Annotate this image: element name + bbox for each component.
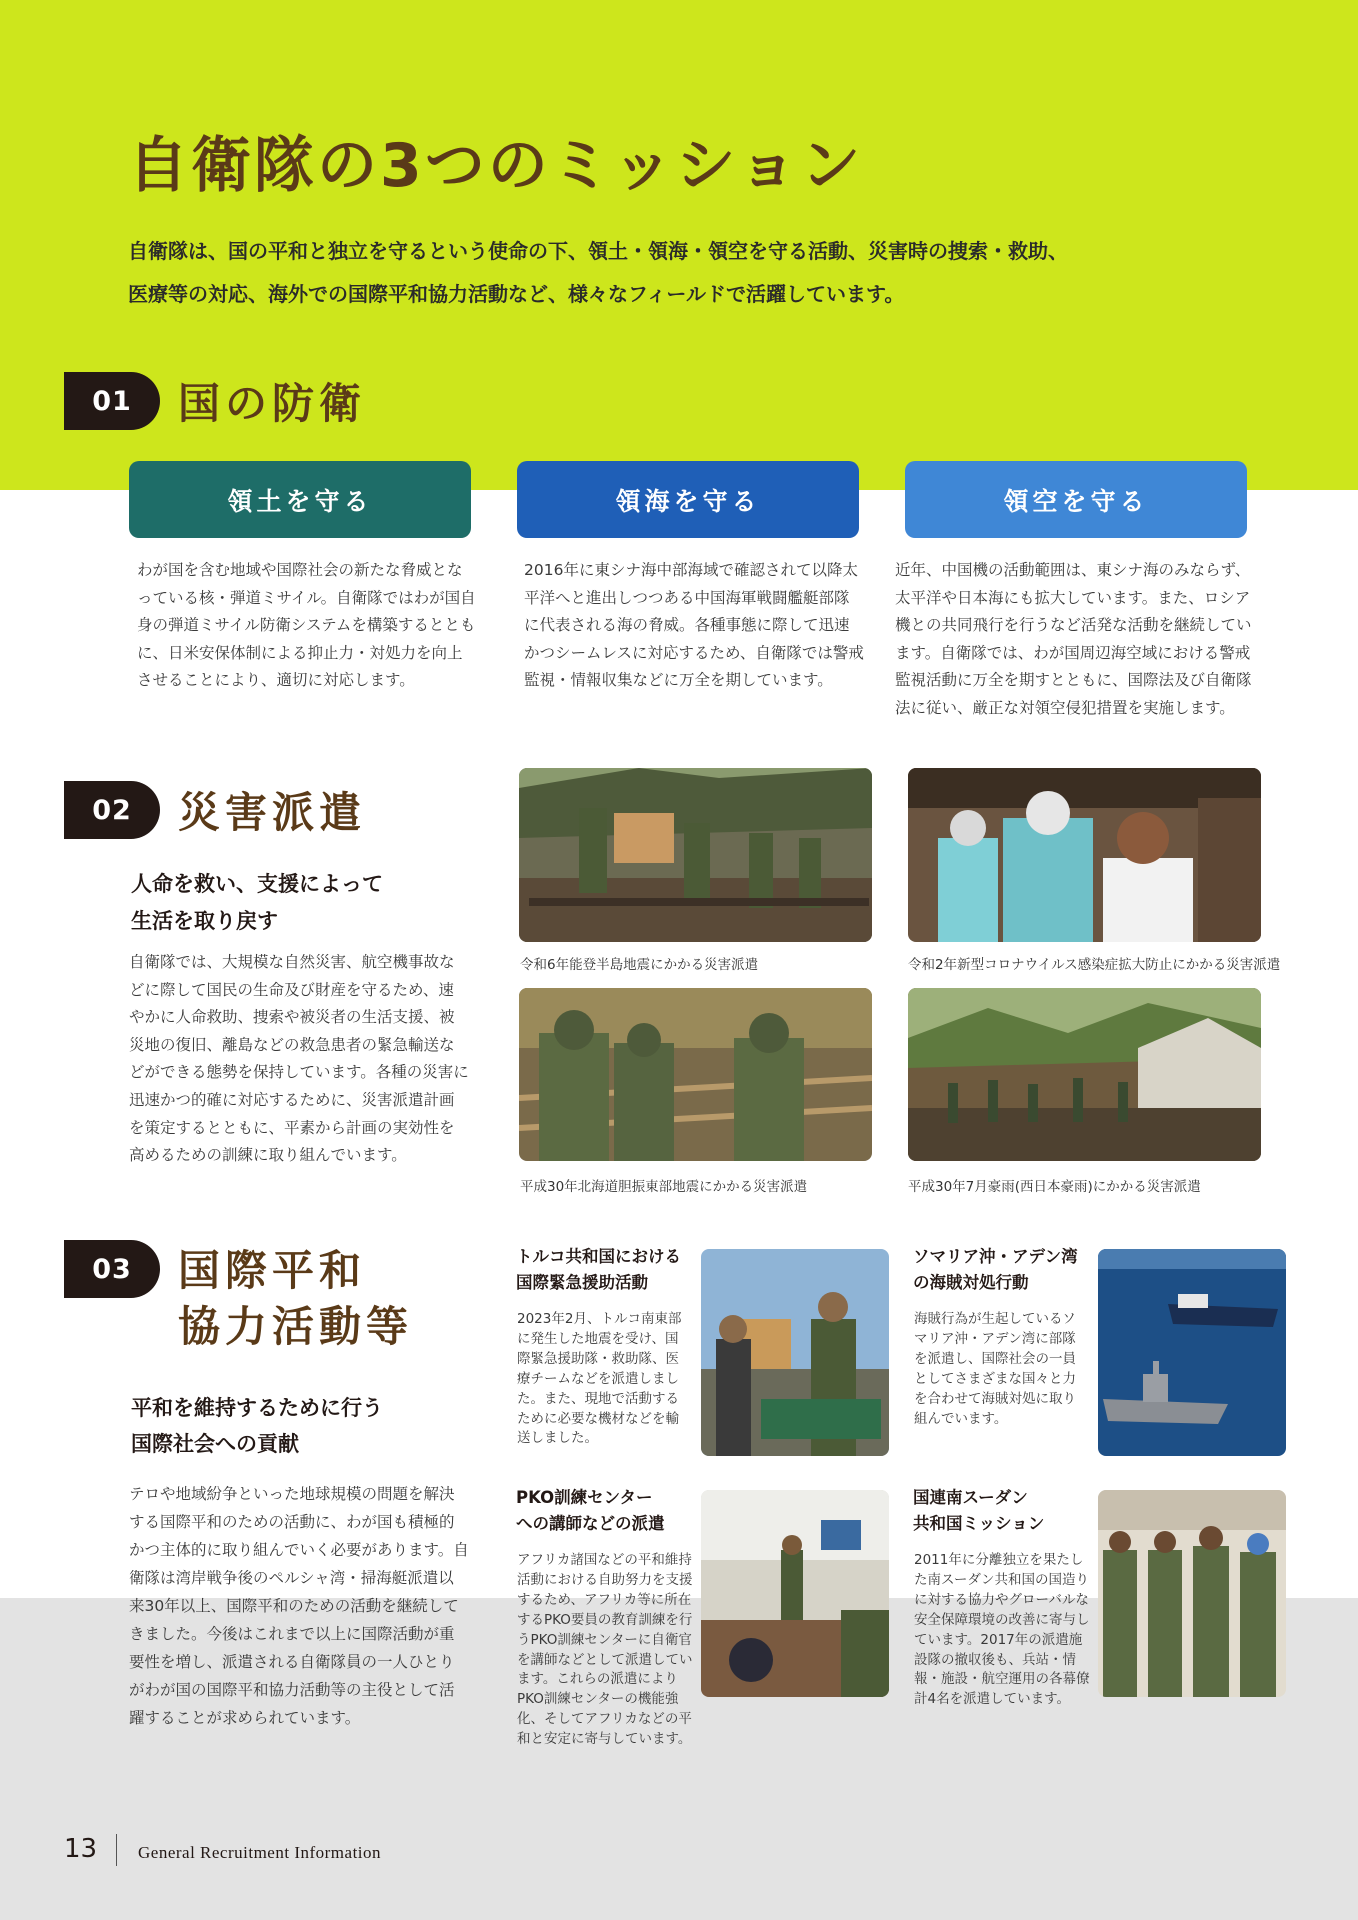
item-text: アフリカ諸国などの平和維持活動における自助努力を支援するため、アフリカ等に所在するPKO要員の教育訓練を行うPKO訓練センターに自衛官を講師などとして派遣しています。これらの派遣によりPKO訓練センターの機能強化、そしてアフリカなどの平和と安定に寄与しています。 [517, 1552, 693, 1748]
un-mission-photo [1098, 1490, 1286, 1697]
section-number-03: 03 [64, 1240, 160, 1298]
tab-land: 領土を守る [129, 461, 471, 538]
pko-training-photo [701, 1490, 889, 1697]
intro-text [128, 230, 1248, 316]
footer-divider [116, 1834, 117, 1866]
air-text: 近年、中国機の活動範囲は、東シナ海のみならず、太平洋や日本海にも拡大しています。また、ロシア機との共同飛行を行うなど活発な活動を継続しています。自衛隊では、わが国周辺海空域における警戒監視活動に万全を期すとともに、国際法及び自衛隊法に従い、厳正な対領空侵犯措置を実施します。 [895, 561, 1252, 717]
section-title-disaster: 災害派遣 [178, 788, 367, 837]
subhead-line: 生活を取り戻す [131, 909, 278, 933]
item-text: 2023年2月、トルコ南東部に発生した地震を受け、国際緊急援助隊・救助隊、医療チームなどを派遣しました。また、現地で活動するために必要な機材などを輸送しました。 [517, 1311, 682, 1447]
tab-air: 領空を守る [905, 461, 1247, 538]
item-title-line: 共和国ミッション [913, 1514, 1045, 1533]
page-number: 13 [64, 1834, 98, 1864]
subhead-line: 平和を維持するために行う [131, 1396, 383, 1420]
photo-caption: 令和6年能登半島地震にかかる災害派遣 [520, 957, 759, 973]
item-title [913, 1244, 1078, 1296]
section-number-02: 02 [64, 781, 160, 839]
subhead-line: 人命を救い、支援によって [131, 872, 383, 896]
photo-caption: 平成30年7月豪雨(西日本豪雨)にかかる災害派遣 [908, 1179, 1201, 1195]
page-title: 自衛隊の3つのミッション [128, 131, 864, 201]
tab-sea: 領海を守る [517, 461, 859, 538]
turkey-relief-photo [701, 1249, 889, 1456]
item-title [516, 1485, 665, 1537]
photo-caption: 平成30年北海道胆振東部地震にかかる災害派遣 [520, 1179, 808, 1195]
section-title-defense: 国の防衛 [178, 379, 367, 428]
anti-piracy-ships-photo [1098, 1249, 1286, 1456]
intro-line: 医療等の対応、海外での国際平和協力活動など、様々なフィールドで活躍しています。 [128, 282, 905, 306]
item-text: 海賊行為が生起しているソマリア沖・アデン湾に部隊を派遣し、国際社会の一員としてさまざまな国々と力を合わせて海賊対処に取り組んでいます。 [914, 1311, 1076, 1427]
subhead-line: 国際社会への貢献 [131, 1432, 299, 1456]
item-title-line: への講師などの派遣 [516, 1514, 665, 1533]
section-title-line: 国際平和 [178, 1246, 367, 1295]
covid-response-photo [908, 768, 1261, 942]
intro-line: 自衛隊は、国の平和と独立を守るという使命の下、領土・領海・領空を守る活動、災害時の捜索・救助、 [128, 239, 1068, 263]
footer-label: General Recruitment Information [138, 1843, 382, 1862]
noto-earthquake-photo [519, 768, 872, 942]
section-title-line: 協力活動等 [178, 1302, 414, 1351]
photo-caption: 令和2年新型コロナウイルス感染症拡大防止にかかる災害派遣 [908, 957, 1281, 973]
item-title-line: の海賊対処行動 [913, 1273, 1029, 1292]
item-title [516, 1244, 681, 1296]
disaster-text: 自衛隊では、大規模な自然災害、航空機事故などに際して国民の生命及び財産を守るため、速やかに人命救助、捜索や被災者の生活支援、被災地の復旧、離島などの救急患者の緊急輸送などができる態勢を保持しています。各種の災害に迅速かつ的確に対応するために、災害派遣計画を策定するとともに、平素から計画の実効性を高めるための訓練に取り組んでいます。 [129, 953, 469, 1165]
item-text: 2011年に分離独立を果たした南スーダン共和国の国造りに対する協力やグローバルな安全保障環境の改善に寄与しています。2017年の派遣施設隊の撤収後も、兵站・情報・施設・航空運用の各幕僚計4名を派遣しています。 [914, 1552, 1090, 1708]
item-title-line: 国連南スーダン [913, 1488, 1028, 1507]
hokkaido-earthquake-photo [519, 988, 872, 1161]
item-title [913, 1485, 1044, 1537]
item-title-line: 国際緊急援助活動 [516, 1273, 648, 1292]
section-number-01: 01 [64, 372, 160, 430]
sea-text: 2016年に東シナ海中部海域で確認されて以降太平洋へと進出しつつある中国海軍戦闘艦艇部隊に代表される海の脅威。各種事態に際して迅速かつシームレスに対応するため、自衛隊では警戒監視・情報収集などに万全を期しています。 [524, 561, 864, 689]
peace-text: テロや地域紛争といった地球規模の問題を解決する国際平和のための活動に、わが国も積極的かつ主体的に取り組んでいく必要があります。自衛隊は湾岸戦争後のペルシャ湾・掃海艇派遣以来30年以上、国際平和のための活動を継続してきました。今後はこれまで以上に国際活動が重要性を増し、派遣される自衛隊員の一人ひとりがわが国の国際平和協力活動等の主役として活躍することが求められています。 [129, 1485, 469, 1727]
land-text: わが国を含む地域や国際社会の新たな脅威となっている核・弾道ミサイル。自衛隊ではわが国自身の弾道ミサイル防衛システムを構築するとともに、日米安保体制による抑止力・対処力を向上させることにより、適切に対応します。 [137, 561, 476, 689]
west-japan-flood-photo [908, 988, 1261, 1161]
item-title-line: ソマリア沖・アデン湾 [913, 1247, 1078, 1266]
item-title-line: PKO訓練センター [516, 1488, 653, 1507]
item-title-line: トルコ共和国における [516, 1247, 681, 1266]
